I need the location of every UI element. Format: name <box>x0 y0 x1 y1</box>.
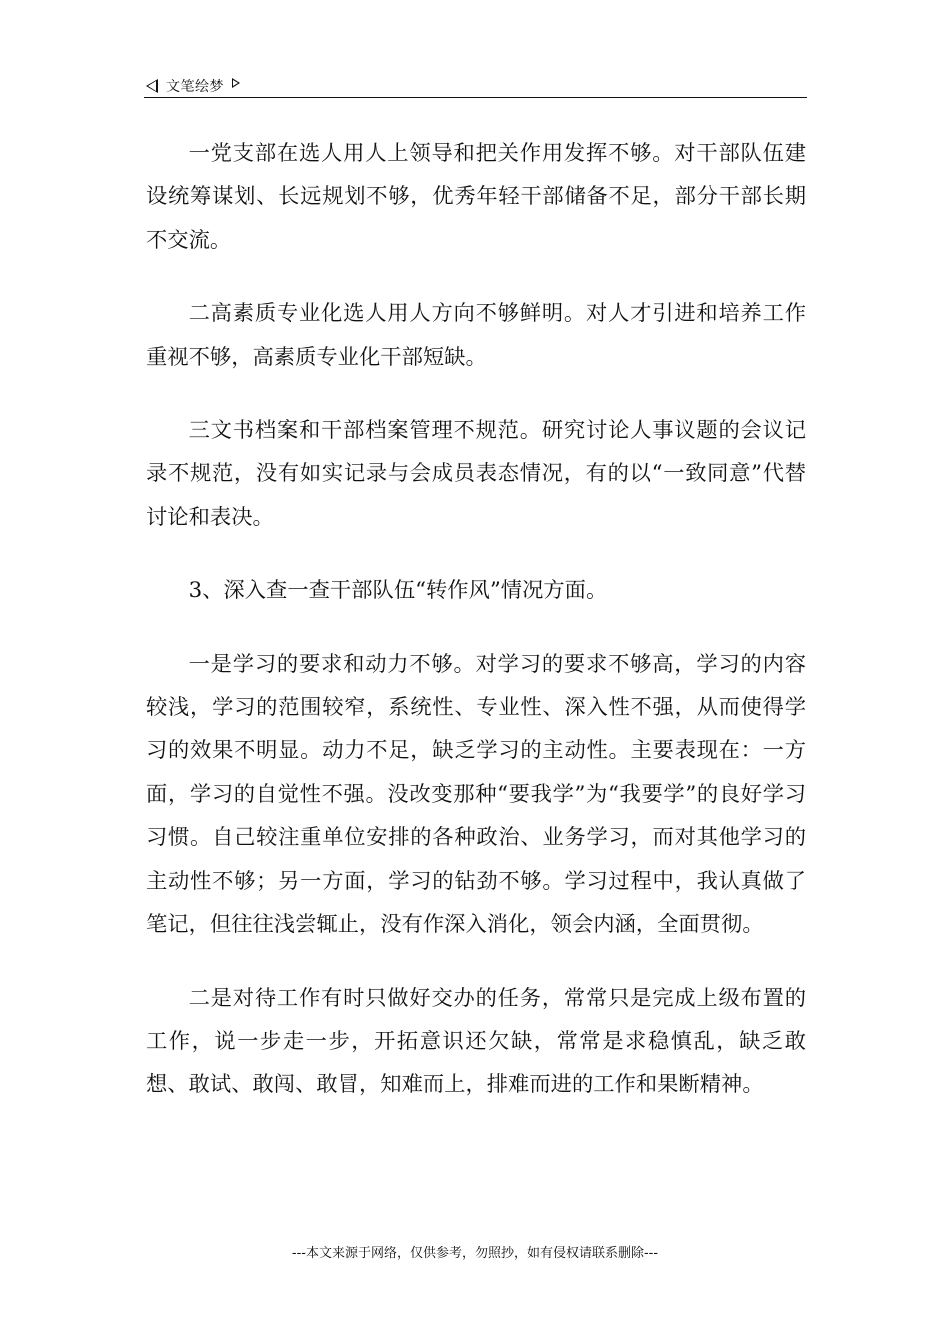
paragraph-1: 一党支部在选人用人上领导和把关作用发挥不够。对干部队伍建设统筹谋划、长远规划不够，优秀年轻干部储备不足，部分干部长期不交流。 <box>146 141 806 253</box>
page-header <box>146 74 806 98</box>
footer-disclaimer: ---本文来源于网络，仅供参考，勿照抄，如有侵权请联系删除--- <box>291 1246 659 1261</box>
paragraph-4: 3、深入查一查干部队伍“转作风”情况方面。 <box>188 578 608 604</box>
paragraph-5: 一是学习的要求和动力不够。对学习的要求不够高，学习的内容较浅，学习的范围较窄，系统性、专业性、深入性不强，从而使得学习的效果不明显。动力不足，缺乏学习的主动性。主要表现在：一方面，学习的自觉性不强。没改变那种“要我学”为“我要学”的良好学习习惯。自己较注重单位安排的各种政治、业务学习，而对其他学习的主动性不够；另一方面，学习的钻劲不够。学习过程中，我认真做了笔记，但往往浅尝辄止，没有作深入消化，领会内涵，全面贯彻。 <box>146 651 806 938</box>
document-body <box>146 132 806 1137</box>
header-title: 文笔绘梦 <box>166 79 224 95</box>
header-divider <box>144 97 807 98</box>
triangle-right-icon <box>232 78 240 88</box>
paragraph-6: 二是对待工作有时只做好交办的任务，常常只是完成上级布置的工作，说一步走一步，开拓意识还欠缺，常常是求稳慎乱，缺乏敢想、敢试、敢闯、敢冒，知难而上，排难而进的工作和果断精神。 <box>146 985 806 1098</box>
paragraph-3: 三文书档案和干部档案管理不规范。研究讨论人事议题的会议记录不规范，没有如实记录与会成员表态情况，有的以“一致同意”代替讨论和表决。 <box>146 418 806 530</box>
paragraph-2: 二高素质专业化选人用人方向不够鲜明。对人才引进和培养工作重视不够，高素质专业化干部短缺。 <box>146 301 806 370</box>
triangle-left-icon <box>146 79 158 93</box>
